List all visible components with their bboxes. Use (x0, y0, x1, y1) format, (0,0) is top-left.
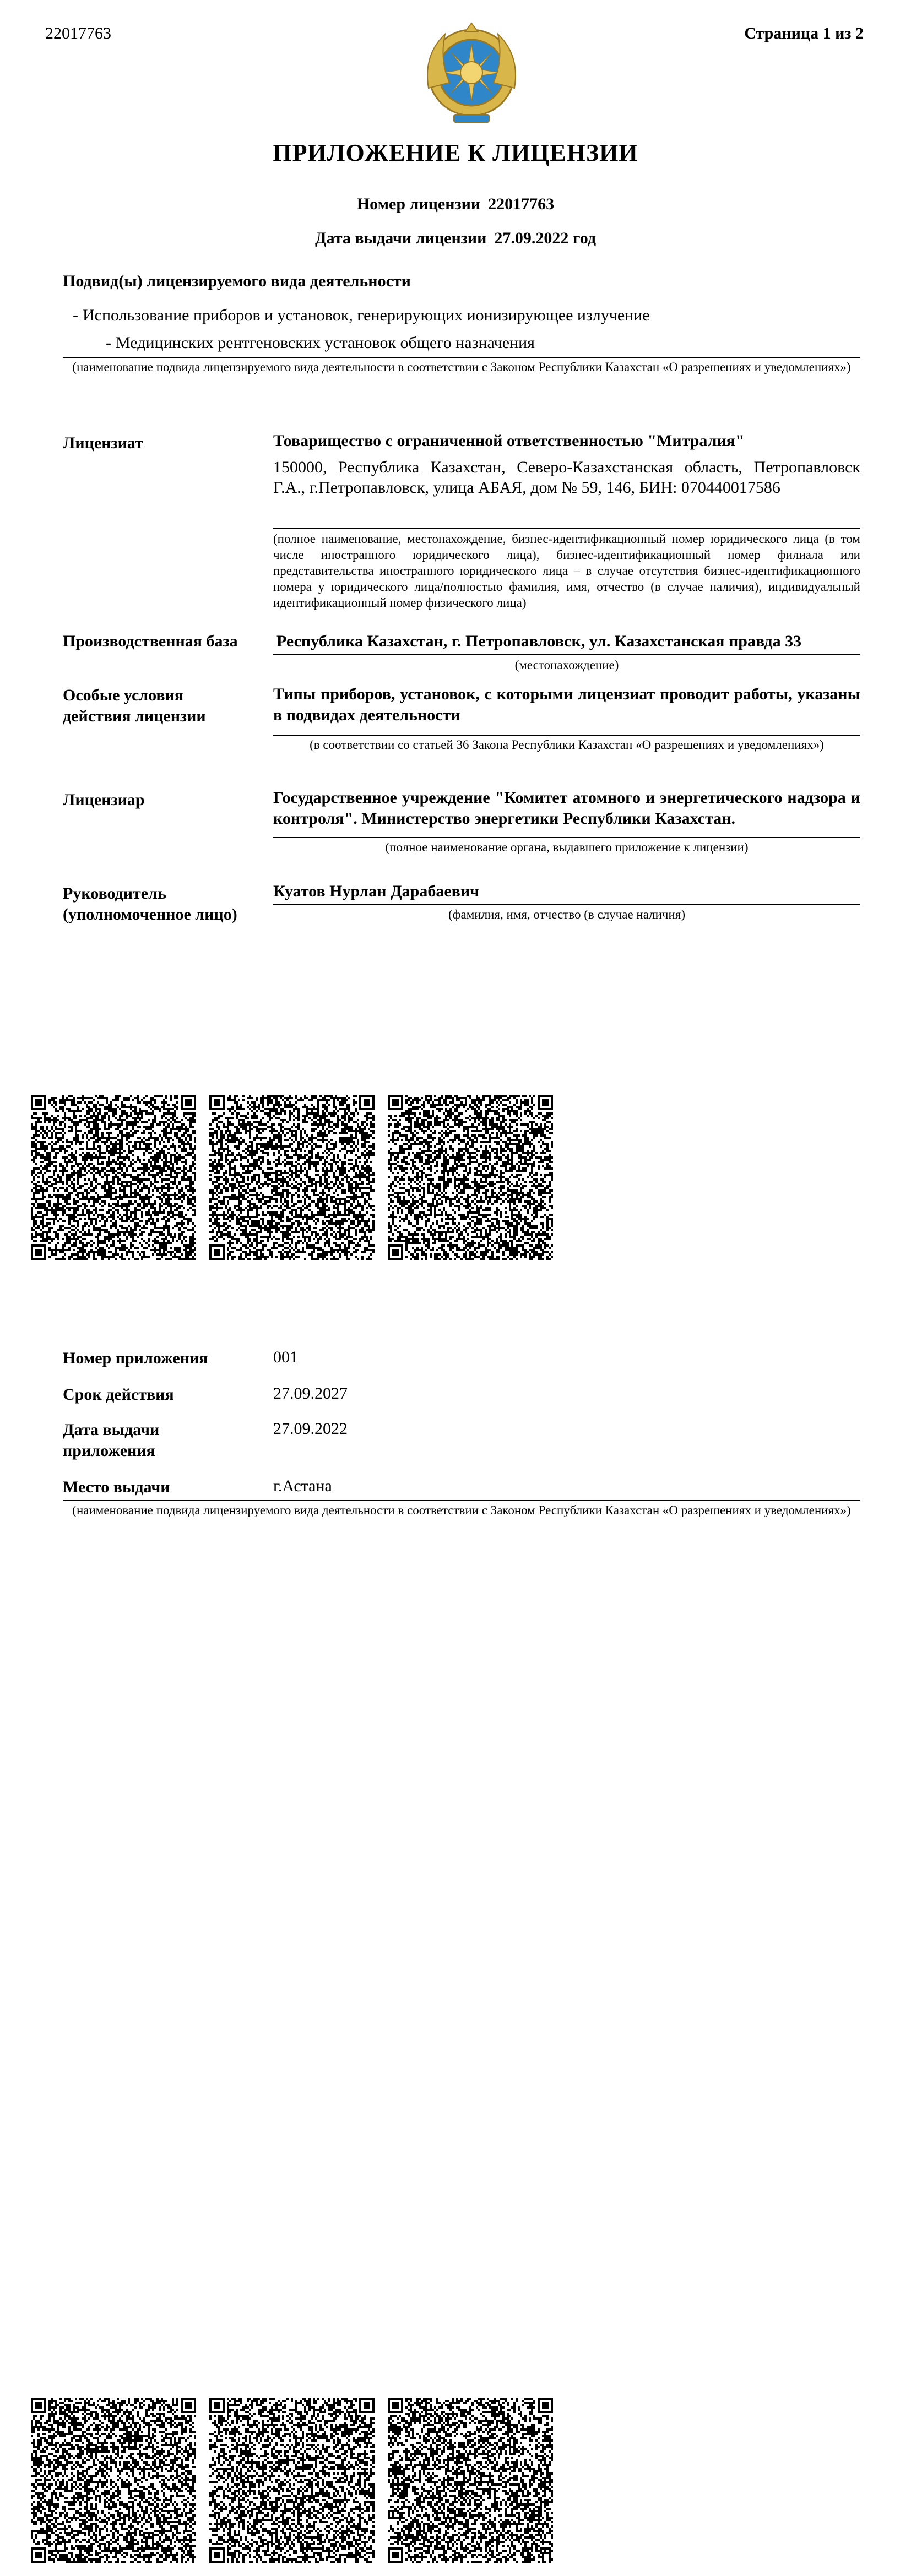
appendix-issue-value: 27.09.2022 (273, 1420, 348, 1438)
subtype-item-2 (106, 334, 535, 352)
qr-code-icon (31, 2398, 196, 2563)
qr-code-icon (209, 1095, 375, 1260)
document-title: ПРИЛОЖЕНИЕ К ЛИЦЕНЗИИ (273, 139, 638, 166)
special-conditions-value: Типы приборов, установок, с которыми лицензиат проводит работы, указаны в подвидах деятельности (273, 685, 860, 724)
head-value: Куатов Нурлан Дарабаевич (273, 882, 480, 900)
licensee-address: 150000, Республика Казахстан, Северо-Казахстанская область, Петропавловск Г.А., г.Петропавловск, улица АБАЯ, дом № 59, 146, БИН: 070440017586 (273, 458, 860, 497)
qr-code-icon (31, 1095, 196, 1260)
divider (63, 1500, 860, 1501)
special-conditions-label-line1: Особые условия (63, 686, 184, 704)
head-label (63, 883, 237, 925)
appendix-number-label: Номер приложения (63, 1349, 208, 1367)
license-date-value: 27.09.2022 год (494, 229, 597, 247)
place-value: г.Астана (273, 1477, 332, 1495)
divider (273, 654, 860, 655)
validity-label: Срок действия (63, 1385, 174, 1404)
appendix-number-value: 001 (273, 1348, 298, 1366)
licensor-note: (полное наименование органа, выдавшего приложение к лицензии) (385, 840, 749, 854)
page-indicator: Страница 1 из 2 (744, 24, 864, 42)
head-note: (фамилия, имя, отчество (в случае наличия) (448, 907, 686, 921)
place-label: Место выдачи (63, 1478, 170, 1496)
head-label-line2: (уполномоченное лицо) (63, 905, 237, 923)
qr-code-icon (209, 2398, 375, 2563)
production-base-note: (местонахождение) (514, 658, 619, 672)
appendix-issue-label-line1: Дата выдачи (63, 1421, 160, 1439)
licensee-label: Лицензиат (63, 434, 143, 452)
qr-code-icon (388, 2398, 553, 2563)
subtypes-note: (наименование подвида лицензируемого вида деятельности в соответствии с Законом Республики Казахстан «О разрешениях и уведомлениях») (72, 360, 851, 374)
validity-value: 27.09.2027 (273, 1384, 348, 1403)
license-number-label: Номер лицензии (356, 195, 481, 213)
production-base-value: Республика Казахстан, г. Петропавловск, ул. Казахстанская правда 33 (276, 632, 802, 650)
bullet-icon: - (73, 306, 78, 324)
document-number: 22017763 (45, 24, 111, 42)
state-emblem-icon (423, 22, 520, 124)
subtype-item-text: Медицинских рентгеновских установок общего назначения (116, 334, 535, 352)
licensor-label: Лицензиар (63, 791, 145, 809)
subtype-item-text: Использование приборов и установок, генерирующих ионизирующее излучение (83, 306, 650, 324)
special-conditions-label-line2: действия лицензии (63, 707, 206, 725)
bullet-icon: - (106, 334, 111, 352)
license-number-value: 22017763 (488, 195, 555, 213)
special-conditions-note: (в соответствии со статьей 36 Закона Республики Казахстан «О разрешениях и уведомлениях») (310, 738, 824, 752)
licensee-name: Товарищество с ограниченной ответственностью "Митралия" (273, 432, 745, 450)
license-date-line (0, 229, 911, 248)
divider (273, 904, 860, 905)
head-label-line1: Руководитель (63, 884, 166, 903)
licensor-value: Государственное учреждение "Комитет атомного и энергетического надзора и контроля". Министерство энергетики Республики Казахстан. (273, 789, 860, 828)
divider (273, 837, 860, 838)
production-base-label: Производственная база (63, 632, 238, 650)
subtypes-heading: Подвид(ы) лицензируемого вида деятельности (63, 272, 411, 290)
license-number-line (0, 195, 911, 214)
divider (273, 528, 860, 529)
qr-code-icon (388, 1095, 553, 1260)
appendix-issue-label (63, 1420, 159, 1461)
divider (273, 735, 860, 736)
subtype-item-1 (73, 306, 650, 325)
license-date-label: Дата выдачи лицензии (314, 229, 487, 247)
divider (63, 357, 860, 358)
special-conditions-label (63, 685, 206, 727)
licensee-note: (полное наименование, местонахождение, бизнес-идентификационный номер юридического лица (в том числе иностранного юридического лица), бизнес-идентификационный номер филиала или представительства иностранного юридического лица – в случае отсутствия бизнес-идентификационного номера у юридического лица/полностью фамилия, имя, отчество (в случае наличия), индивидуальный идентификационный номер физического лица) (273, 532, 860, 610)
appendix-note: (наименование подвида лицензируемого вида деятельности в соответствии с Законом Республики Казахстан «О разрешениях и уведомлениях») (72, 1503, 851, 1517)
appendix-issue-label-line2: приложения (63, 1442, 155, 1460)
